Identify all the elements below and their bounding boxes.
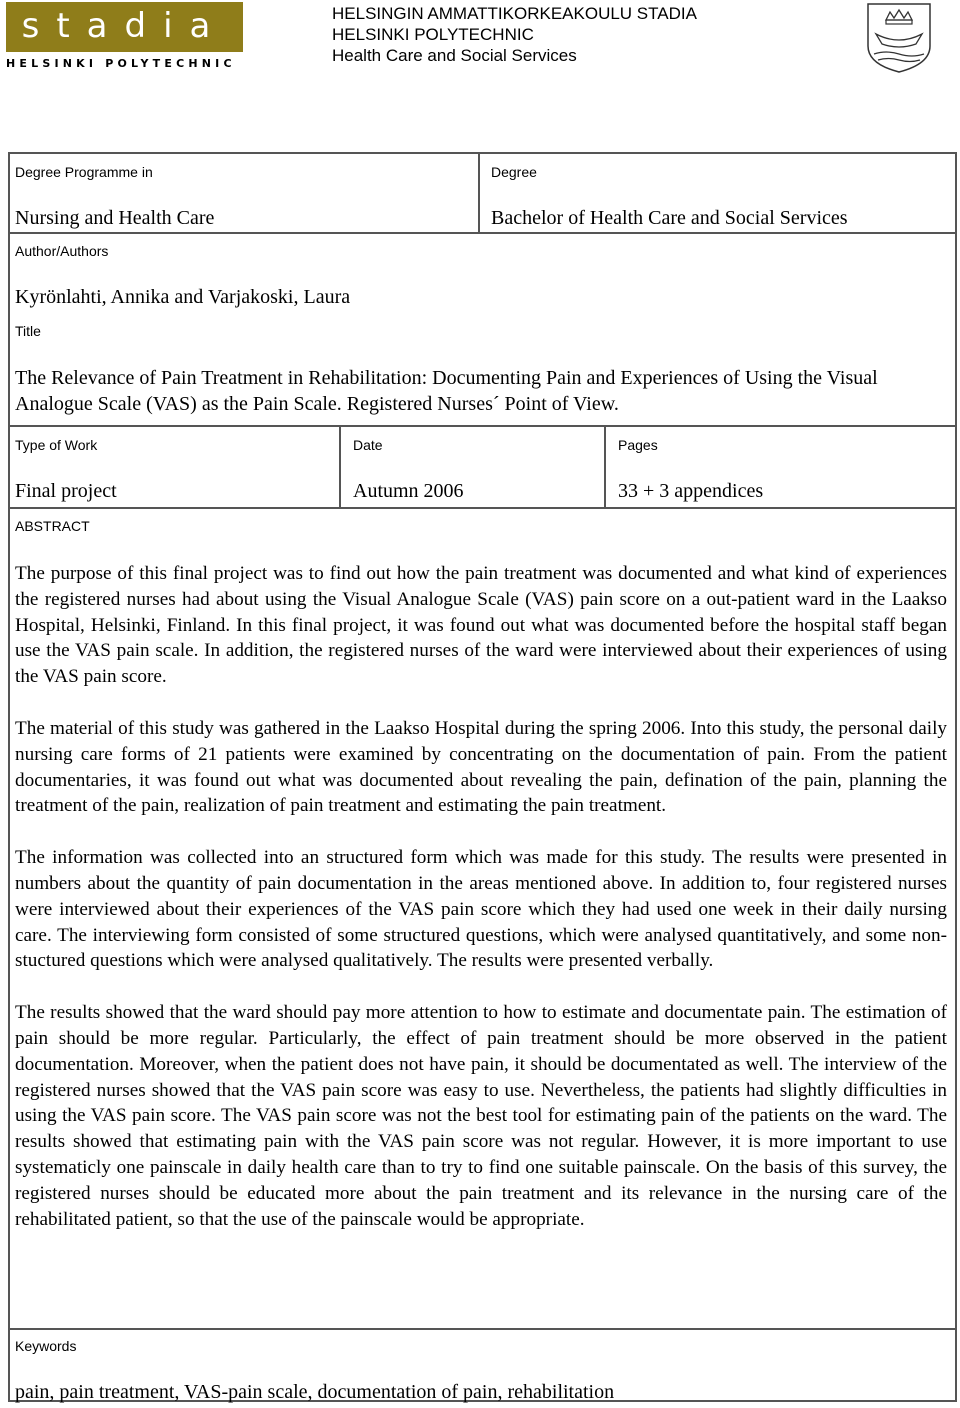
date-value: Autumn 2006 [353, 480, 464, 502]
work-type-label: Type of Work [15, 437, 98, 453]
pages-value: 33 + 3 appendices [618, 480, 764, 502]
pages-label: Pages [618, 437, 658, 453]
abstract-label: ABSTRACT [15, 518, 90, 534]
programme-value: Nursing and Health Care [15, 207, 215, 229]
logo-subline: HELSINKI POLYTECHNIC [6, 57, 236, 70]
degree-label: Degree [491, 164, 537, 180]
programme-label: Degree Programme in [15, 164, 153, 180]
institution-line-1: HELSINGIN AMMATTIKORKEAKOULU STADIA [332, 4, 697, 23]
abstract-paragraph: The information was collected into an structured form which was made for this study. The results were presented in numbers about the quantity of pain documentation in the areas mentioned above. In addition to, four registered nurses were interviewed about their experiences of the VAS pain score which they had used one week in their daily nursing care. The interviewing form consisted of some structured questions, which were analysed quantitatively, and some non-stuctured questions which were analysed qualitatively. The results were presented verbally. [15, 847, 947, 972]
keywords-label: Keywords [15, 1338, 77, 1354]
authors-label: Author/Authors [15, 243, 109, 259]
institution-line-2: HELSINKI POLYTECHNIC [332, 25, 534, 44]
stadia-logo [6, 2, 243, 75]
degree-value: Bachelor of Health Care and Social Services [491, 207, 848, 229]
keywords-value: pain, pain treatment, VAS-pain scale, documentation of pain, rehabilitation [15, 1381, 615, 1403]
helsinki-crest-icon [866, 2, 932, 74]
work-type-value: Final project [15, 480, 117, 502]
title-label: Title [15, 323, 41, 339]
abstract-paragraph: The material of this study was gathered in the Laakso Hospital during the spring 2006. Into this study, the personal daily nursing care forms of 21 patients were examined by concentrating on the documentation of pain. From the patient documentaries, it was found out what was documented about revealing the pain, defination of the pain, planning the treatment of the pain, realization of pain treatment and estimating the pain treatment. [15, 717, 947, 817]
abstract-paragraph: The purpose of this final project was to find out how the pain treatment was documented and what kind of experiences the registered nurses had about using the Visual Analogue Scale (VAS) pain score on a out-patient ward in the Laakso Hospital, Helsinki, Finland. In this final project, it was found out what was documented before the hospital staff began use the VAS pain scale. In addition, the registered nurses of the ward were interviewed about their experiences of using the VAS pain score. [15, 563, 947, 688]
abstract-paragraph: The results showed that the ward should pay more attention to how to estimate and documentate pain. The estimation of pain should be more regular. Particularly, the effect of pain treatment should be more observed in the patient documentation. Moreover, when the patient does not have pain, it should be documentated as well. The interview of the registered nurses showed that the VAS pain score was easy to use. Nevertheless, the patients had slightly difficulties in using the VAS pain score. The VAS pain score was not the best tool for estimating pain of the patients on the ward. The results showed that estimating pain with the VAS pain score was not regular. However, it is more important to use systematicly one painscale in daily health care than to try to find one suitable painscale. On the basis of this survey, the registered nurses should be educated more about the pain treatment and its relevance in the nursing care of the rehabilitated patient, so that the use of the painscale would be appropriate. [15, 1002, 947, 1230]
abstract-body [15, 561, 947, 1258]
logo-wordmark: stadia [6, 2, 243, 52]
date-label: Date [353, 437, 383, 453]
institution-header [332, 3, 697, 66]
institution-line-3: Health Care and Social Services [332, 46, 577, 65]
authors-value: Kyrönlahti, Annika and Varjakoski, Laura [15, 286, 351, 308]
thesis-title: The Relevance of Pain Treatment in Rehabilitation: Documenting Pain and Experiences of Using the Visual Analogue Scale (VAS) as the Pain Scale. Registered Nurses´ Point of View. [15, 367, 878, 415]
